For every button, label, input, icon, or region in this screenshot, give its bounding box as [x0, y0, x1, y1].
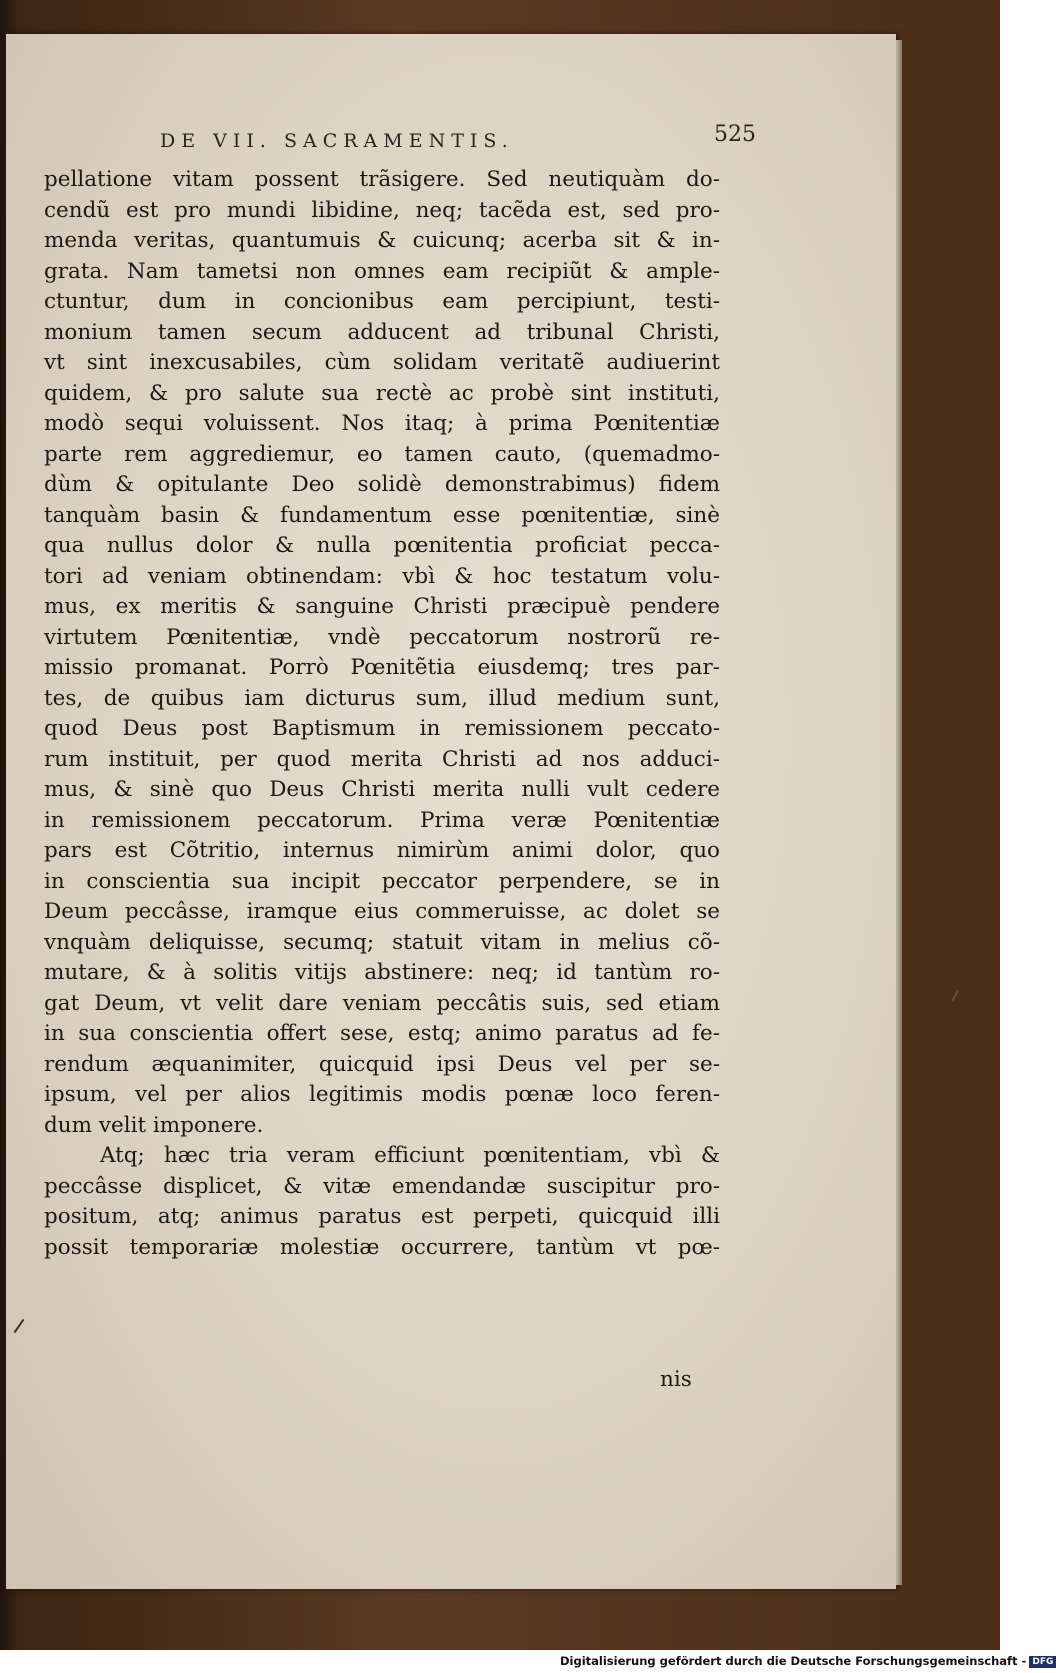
text-line: dùm & opitulante Deo solidè demonstrabimus) fidem — [44, 472, 720, 497]
text-line: monium tamen secum adducent ad tribunal Christi, — [44, 319, 720, 345]
text-line: pars est Cõtritio, internus nimirùm animi dolor, quo — [44, 838, 720, 863]
text-line: vt sint inexcusabiles, cùm solidam veritatẽ audiuerint — [44, 350, 720, 375]
text-line: rendum æquanimiter, quicquid ipsi Deus vel per se- — [44, 1051, 720, 1077]
text-line: mus, ex meritis & sanguine Christi præcipuè pendere — [44, 594, 720, 619]
text-line: virtutem Pœnitentiæ, vndè peccatorum nostrorũ re- — [44, 624, 720, 650]
catchword: nis — [660, 1367, 692, 1392]
dfg-logo: DFG — [1029, 1656, 1056, 1668]
page-edge — [896, 40, 902, 1585]
text-line: tes, de quibus iam dicturus sum, illud medium sunt, — [44, 685, 720, 711]
text-line: grata. Nam tametsi non omnes eam recipiũt & ample- — [44, 258, 720, 284]
page-number: 525 — [714, 122, 756, 147]
text-line: Atq; hæc tria veram efficiunt pœnitentiam, vbì & — [100, 1143, 720, 1168]
text-line: quidem, & pro salute sua rectè ac probè sint instituti, — [44, 380, 720, 406]
credit-text: Digitalisierung gefördert durch die Deutsche Forschungsgemeinschaft - — [560, 1654, 1027, 1668]
text-line: missio promanat. Porrò Pœnitẽtia eiusdemq; tres par- — [44, 655, 720, 680]
digitization-credit — [560, 1654, 1054, 1668]
text-line: parte rem aggrediemur, eo tamen cauto, (quemadmo- — [44, 441, 720, 467]
text-line: qua nullus dolor & nulla pœnitentia proficiat pecca- — [44, 533, 720, 558]
running-title: DE VII. SACRAMENTIS. — [160, 130, 514, 152]
text-line: Deum peccâsse, iramque eius commeruisse, ac dolet se — [44, 899, 720, 924]
text-line: mus, & sinè quo Deus Christi merita nulli vult cedere — [44, 777, 720, 802]
text-line: dum velit imponere. — [44, 1112, 264, 1138]
body-text — [44, 165, 720, 1263]
text-line: peccâsse displicet, & vitæ emendandæ suscipitur pro- — [44, 1173, 720, 1199]
text-line: menda veritas, quantumuis & cuicunq; acerba sit & in- — [44, 228, 720, 253]
text-line: possit temporariæ molestiæ occurrere, tantùm vt pœ- — [44, 1234, 720, 1260]
text-line: quod Deus post Baptismum in remissionem peccato- — [44, 716, 720, 741]
text-line: mutare, & à solitis vitijs abstinere: neq; id tantùm ro- — [44, 960, 720, 985]
text-line: cendũ est pro mundi libidine, neq; tacẽda est, sed pro- — [44, 197, 720, 223]
text-line: pellatione vitam possent trãsigere. Sed neutiquàm do- — [44, 167, 720, 192]
text-line: tori ad veniam obtinendam: vbì & hoc testatum volu- — [44, 563, 720, 589]
text-line: in conscientia sua incipit peccator perpendere, se in — [44, 868, 720, 894]
text-line: ctuntur, dum in concionibus eam percipiunt, testi- — [44, 289, 720, 314]
text-line: positum, atq; animus paratus est perpeti, quicquid illi — [44, 1204, 720, 1229]
text-line: in sua conscientia offert sese, estq; animo paratus ad fe- — [44, 1021, 720, 1046]
text-line: vnquàm deliquisse, secumq; statuit vitam in melius cõ- — [44, 929, 720, 955]
text-line: tanquàm basin & fundamentum esse pœnitentiæ, sinè — [44, 502, 720, 528]
text-line: modò sequi voluissent. Nos itaq; à prima Pœnitentiæ — [44, 411, 720, 436]
text-line: ipsum, vel per alios legitimis modis pœnæ loco feren- — [44, 1082, 720, 1107]
text-line: rum instituit, per quod merita Christi ad nos adduci- — [44, 746, 720, 772]
text-line: gat Deum, vt velit dare veniam peccâtis suis, sed etiam — [44, 990, 720, 1016]
text-line: in remissionem peccatorum. Prima veræ Pœnitentiæ — [44, 807, 720, 833]
